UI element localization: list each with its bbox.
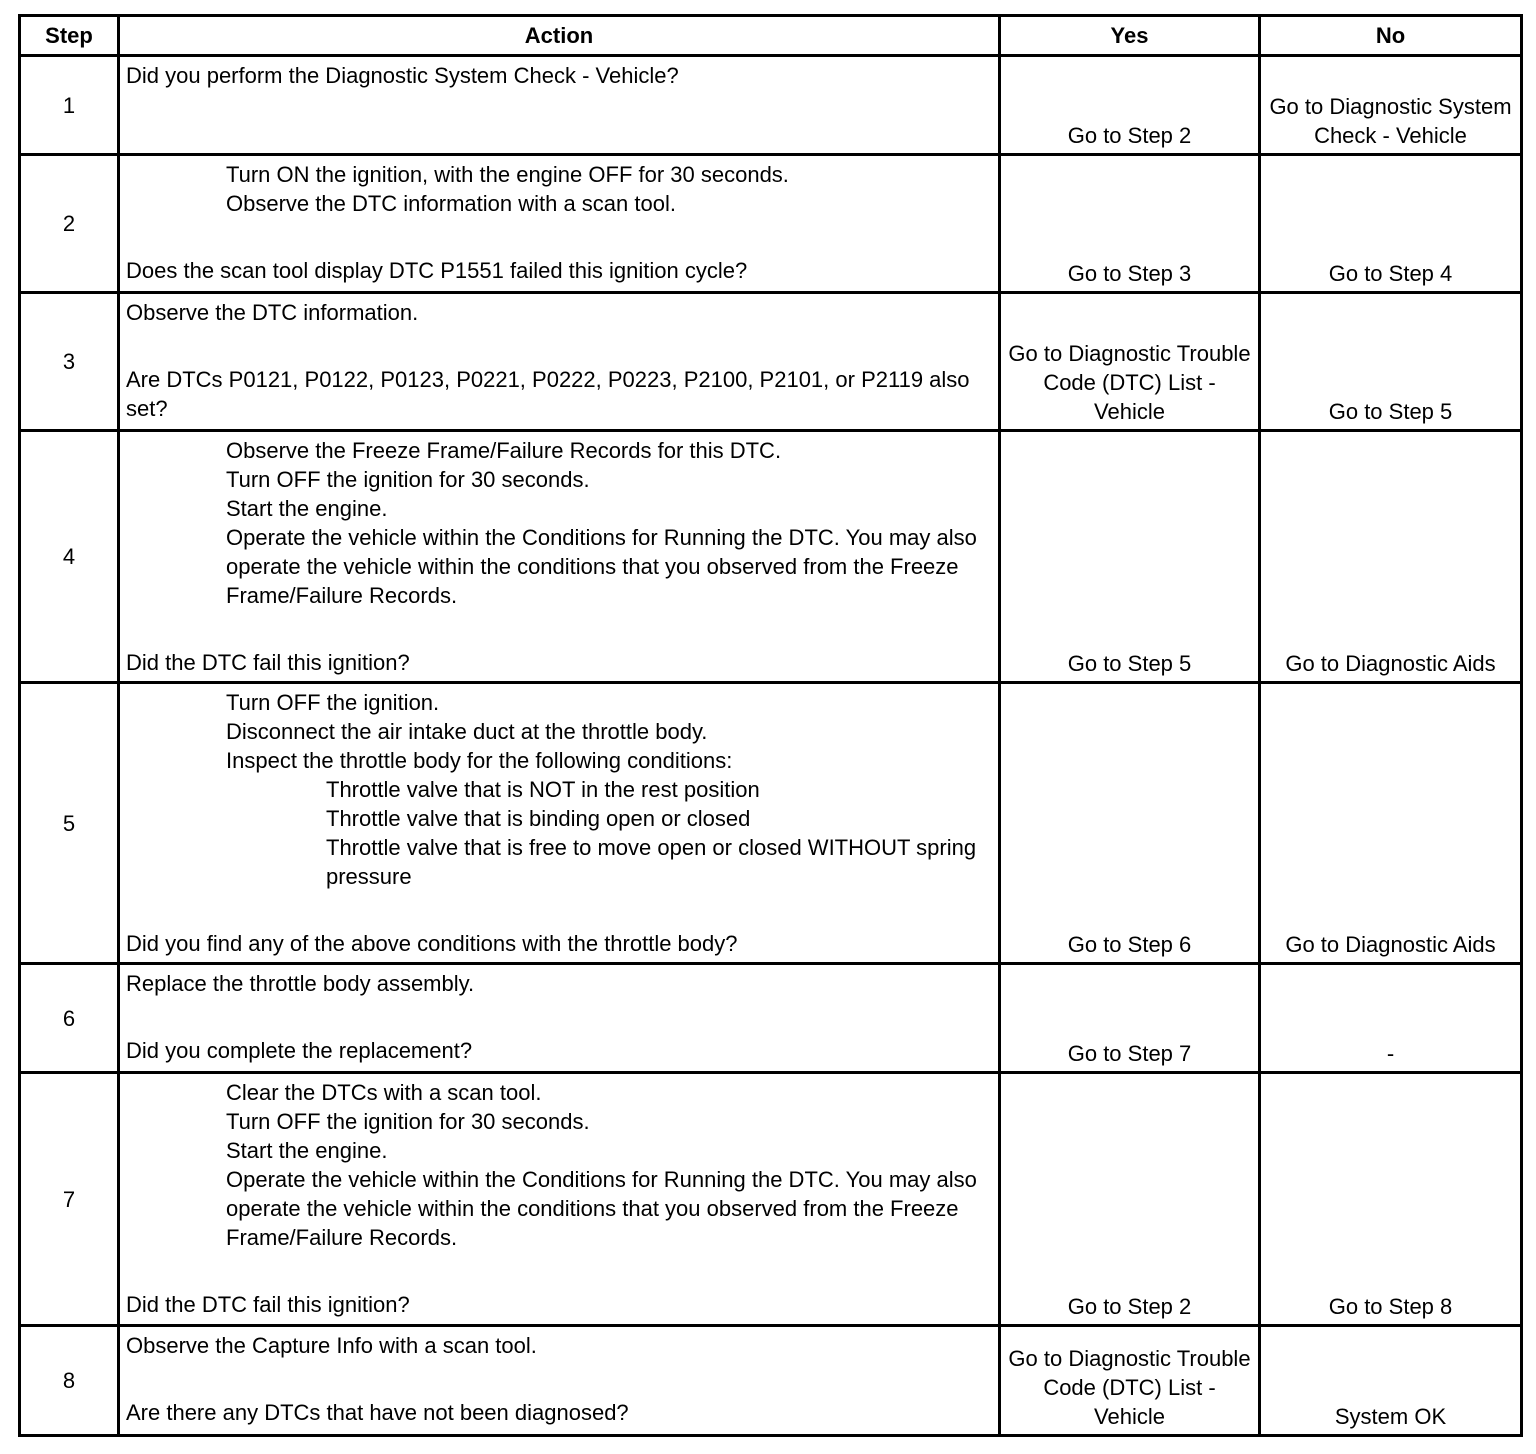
no-cell: Go to Step 5 [1260,293,1522,431]
action-subitem: Throttle valve that is binding open or closed [326,806,751,831]
action-instruction: Turn OFF the ignition for 30 seconds. [226,1109,590,1134]
diagnostic-table [18,14,1523,1437]
action-instruction: Start the engine. [226,1138,388,1163]
action-instruction: Observe the DTC information. [126,300,419,325]
header-action: Action [119,16,1000,56]
step-number: 3 [20,293,119,431]
action-question: Did the DTC fail this ignition? [126,1292,410,1317]
no-cell: Go to Diagnostic Aids [1260,431,1522,683]
table-row-step-2 [20,155,1522,293]
action-instruction: Turn ON the ignition, with the engine OFF for 30 seconds. [226,162,789,187]
table-row-step-1 [20,56,1522,155]
action-instruction: Inspect the throttle body for the following conditions: [226,748,733,773]
no-cell: Go to Step 8 [1260,1073,1522,1326]
action-cell [119,964,1000,1073]
yes-cell: Go to Step 5 [1000,431,1260,683]
header-row [20,16,1522,56]
step-number: 8 [20,1326,119,1436]
step-number: 1 [20,56,119,155]
table-row-step-7 [20,1073,1522,1326]
step-number: 5 [20,683,119,964]
yes-cell: Go to Step 7 [1000,964,1260,1073]
table-row-step-4 [20,431,1522,683]
action-cell [119,293,1000,431]
yes-cell: Go to Step 6 [1000,683,1260,964]
action-cell [119,683,1000,964]
no-cell: Go to Diagnostic System Check - Vehicle [1260,56,1522,155]
step-number: 6 [20,964,119,1073]
action-question: Did you perform the Diagnostic System Check - Vehicle? [126,63,679,88]
action-instruction: Clear the DTCs with a scan tool. [226,1080,542,1105]
action-instruction: Turn OFF the ignition for 30 seconds. [226,467,590,492]
action-cell [119,1326,1000,1436]
action-question: Are DTCs P0121, P0122, P0123, P0221, P0222, P0223, P2100, P2101, or P2119 also set? [126,367,970,421]
header-no: No [1260,16,1522,56]
action-cell [119,155,1000,293]
action-instruction: Disconnect the air intake duct at the throttle body. [226,719,708,744]
action-instruction: Replace the throttle body assembly. [126,971,475,996]
action-instruction: Observe the Capture Info with a scan tool. [126,1333,537,1358]
step-number: 4 [20,431,119,683]
step-number: 7 [20,1073,119,1326]
action-subitem: Throttle valve that is NOT in the rest position [326,777,760,802]
header-step: Step [20,16,119,56]
yes-cell: Go to Step 2 [1000,1073,1260,1326]
step-number: 2 [20,155,119,293]
no-cell: - [1260,964,1522,1073]
yes-cell: Go to Diagnostic Trouble Code (DTC) List - Vehicle [1000,1326,1260,1436]
action-question: Are there any DTCs that have not been diagnosed? [126,1400,629,1425]
yes-cell: Go to Step 3 [1000,155,1260,293]
table-row-step-8 [20,1326,1522,1436]
yes-cell: Go to Step 2 [1000,56,1260,155]
action-question: Did you find any of the above conditions with the throttle body? [126,931,738,956]
action-instruction: Observe the DTC information with a scan tool. [226,191,676,216]
no-cell: Go to Diagnostic Aids [1260,683,1522,964]
action-instruction: Turn OFF the ignition. [226,690,440,715]
action-cell [119,431,1000,683]
header-yes: Yes [1000,16,1260,56]
table-row-step-6 [20,964,1522,1073]
no-cell: Go to Step 4 [1260,155,1522,293]
action-instruction: Operate the vehicle within the Conditions for Running the DTC. You may also operate the vehicle within the conditions that you observed from the Freeze Frame/Failure Records. [226,1167,977,1250]
action-instruction: Operate the vehicle within the Conditions for Running the DTC. You may also operate the vehicle within the conditions that you observed from the Freeze Frame/Failure Records. [226,525,977,608]
action-question: Does the scan tool display DTC P1551 failed this ignition cycle? [126,258,748,283]
table-row-step-5 [20,683,1522,964]
action-cell [119,1073,1000,1326]
action-subitem: Throttle valve that is free to move open or closed WITHOUT spring pressure [326,835,977,889]
action-instruction: Start the engine. [226,496,388,521]
no-cell: System OK [1260,1326,1522,1436]
action-question: Did you complete the replacement? [126,1038,473,1063]
action-cell [119,56,1000,155]
action-question: Did the DTC fail this ignition? [126,650,410,675]
action-instruction: Observe the Freeze Frame/Failure Records for this DTC. [226,438,782,463]
table-row-step-3 [20,293,1522,431]
yes-cell: Go to Diagnostic Trouble Code (DTC) List - Vehicle [1000,293,1260,431]
